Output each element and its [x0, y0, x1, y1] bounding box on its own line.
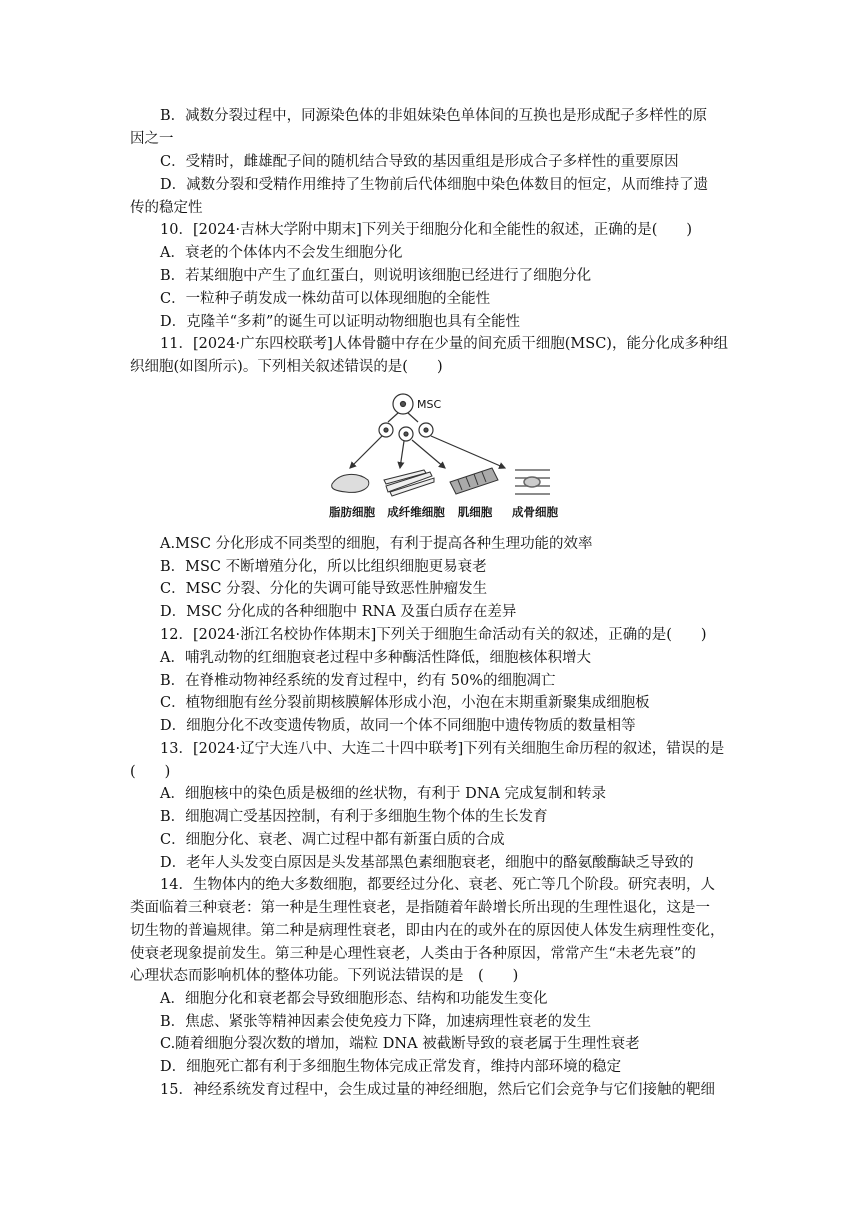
option-d: D．老年人头发变白原因是头发基部黑色素细胞衰老，细胞中的酪氨酸酶缺乏导致的 — [160, 855, 694, 871]
option-b: B．细胞凋亡受基因控制，有利于多细胞生物个体的生长发育 — [160, 809, 548, 825]
option-d: D．克隆羊“多莉”的诞生可以证明动物细胞也具有全能性 — [160, 314, 520, 330]
question-14: 14．生物体内的绝大多数细胞，都要经过分化、衰老、死亡等几个阶段。研究表明，人 — [160, 877, 715, 893]
bone-cell — [515, 470, 550, 494]
option-a: A.MSC 分化形成不同类型的细胞，有利于提高各种生理功能的效率 — [160, 536, 593, 552]
msc-differentiation-figure — [300, 386, 570, 522]
option-a: A．细胞核中的染色质是极细的丝状物，有利于 DNA 完成复制和转录 — [160, 786, 606, 802]
question-11: 11．[2024·广东四校联考]人体骨髓中存在少量的间充质干细胞(MSC)，能分化成多种组 — [160, 336, 728, 352]
text-line: ( ) — [130, 764, 171, 780]
option-c: C．植物细胞有丝分裂前期核膜解体形成小泡，小泡在末期重新聚集成细胞板 — [160, 695, 650, 711]
option-d: D．细胞分化不改变遗传物质，故同一个体不同细胞中遗传物质的数量相等 — [160, 718, 636, 734]
question-15: 15．神经系统发育过程中，会生成过量的神经细胞，然后它们会竞争与它们接触的靶细 — [160, 1082, 715, 1098]
option-a: A．衰老的个体体内不会发生细胞分化 — [160, 245, 403, 261]
muscle-cell-label: 肌细胞 — [457, 505, 493, 519]
fibroblast-cell — [384, 470, 434, 496]
text-line: 切生物的普遍规律。第二种是病理性衰老，即由内在的或外在的原因使人体发生病理性变化， — [130, 923, 725, 939]
option-c: C.随着细胞分裂次数的增加，端粒 DNA 被截断导致的衰老属于生理性衰老 — [160, 1036, 640, 1052]
text-line: 类面临着三种衰老：第一种是生理性衰老，是指随着年龄增长所出现的生理性退化，这是一 — [130, 900, 710, 916]
bone-cell-label: 成骨细胞 — [512, 505, 558, 519]
question-12: 12．[2024·浙江名校协作体期末]下列关于细胞生命活动有关的叙述，正确的是( ) — [160, 627, 707, 643]
option-c: C．细胞分化、衰老、凋亡过程中都有新蛋白质的合成 — [160, 832, 505, 848]
option-c: C．MSC 分裂、分化的失调可能导致恶性肿瘤发生 — [160, 581, 488, 597]
text-line: 心理状态而影响机体的整体功能。下列说法错误的是 ( ) — [130, 968, 519, 984]
option-a: A．细胞分化和衰老都会导致细胞形态、结构和功能发生变化 — [160, 991, 548, 1007]
text-line: 因之一 — [130, 131, 174, 147]
text-line: C．受精时，雌雄配子间的随机结合导致的基因重组是形成合子多样性的重要原因 — [160, 154, 679, 170]
option-b: B．焦虑、紧张等精神因素会使免疫力下降，加速病理性衰老的发生 — [160, 1014, 592, 1030]
option-d: D．细胞死亡都有利于多细胞生物体完成正常发育，维持内部环境的稳定 — [160, 1059, 622, 1075]
fibroblast-label: 成纤维细胞 — [387, 505, 445, 519]
question-13: 13．[2024·辽宁大连八中、大连二十四中联考]下列有关细胞生命历程的叙述，错误的是 — [160, 741, 725, 757]
question-10: 10．[2024·吉林大学附中期末]下列关于细胞分化和全能性的叙述，正确的是( ) — [160, 222, 693, 238]
text-line: 使衰老现象提前发生。第三种是心理性衰老，人类由于各种原因，常常产生“未老先衰”的 — [130, 946, 696, 962]
option-b: B．在脊椎动物神经系统的发育过程中，约有 50%的细胞凋亡 — [160, 673, 556, 689]
fat-cell-label: 脂肪细胞 — [329, 505, 375, 519]
muscle-cell — [450, 468, 498, 494]
text-line: D．减数分裂和受精作用维持了生物前后代体细胞中染色体数目的恒定，从而维持了遗 — [160, 177, 709, 193]
msc-label: MSC — [417, 398, 442, 411]
option-d: D．MSC 分化成的各种细胞中 RNA 及蛋白质存在差异 — [160, 604, 517, 620]
option-c: C．一粒种子萌发成一株幼苗可以体现细胞的全能性 — [160, 291, 491, 307]
text-line: 传的稳定性 — [130, 200, 203, 216]
text-line: 织细胞(如图所示)。下列相关叙述错误的是( ) — [130, 359, 443, 375]
text-line: B．减数分裂过程中，同源染色体的非姐妹染色单体间的互换也是形成配子多样性的原 — [160, 108, 708, 124]
option-a: A．哺乳动物的红细胞衰老过程中多种酶活性降低，细胞核体积增大 — [160, 650, 591, 666]
option-b: B．若某细胞中产生了血红蛋白，则说明该细胞已经进行了细胞分化 — [160, 268, 592, 284]
fat-cell — [332, 474, 369, 492]
option-b: B．MSC 不断增殖分化，所以比组织细胞更易衰老 — [160, 559, 487, 575]
